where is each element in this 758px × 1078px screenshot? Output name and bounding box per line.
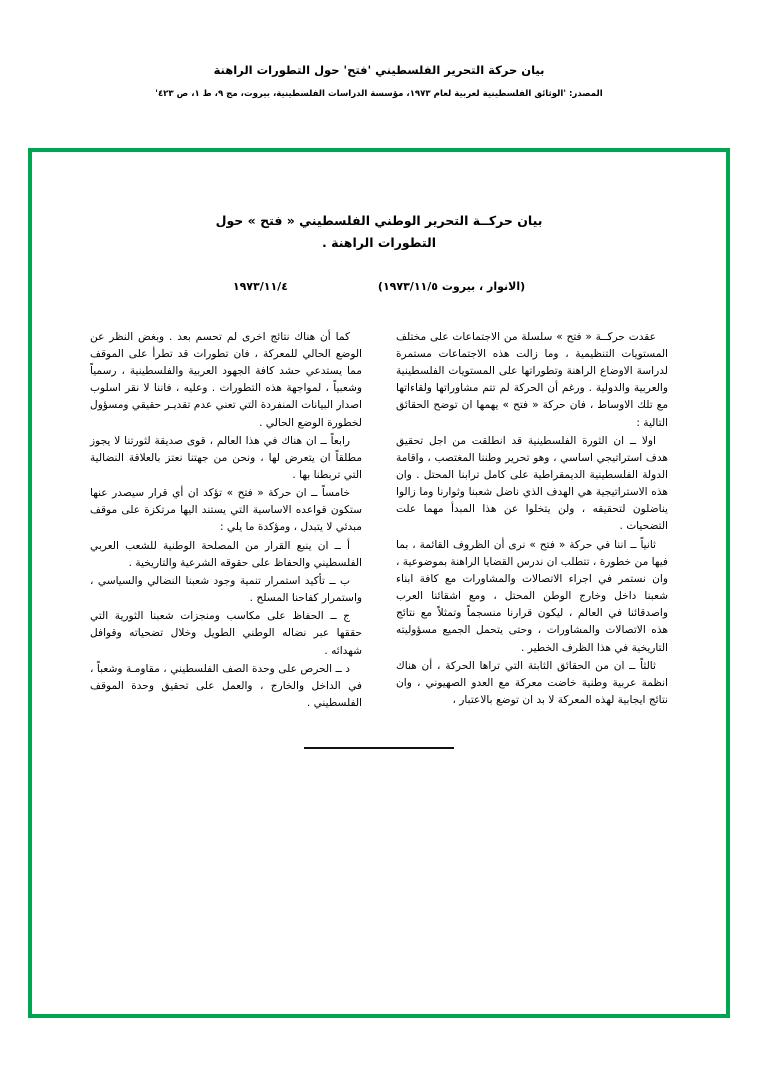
paragraph: عقدت حركــة « فتح » سلسلة من الاجتماعات على مختلف المستويات التنظيمية ، وما زالت هذه الاجتماعات مستمرة لدراسة الاوضاع الراهنة وتطوراتها على المستويات الفلسطينية والعربية والدولية . ورغم أن الحركة لم تتم مشاوراتها ولقاءاتها مع تلك الاوساط ، فان حركة « فتح » يهمها ان توضح الحقائق التالية : bbox=[396, 330, 668, 429]
document-header bbox=[0, 62, 758, 99]
paragraph: رابعاً ــ ان هناك في هذا العالم ، قوى صديقة لثورتنا لا يجوز مطلقاً ان يتعرض لها ، ونحن من جهتنا نعتز بالعلاقة النضالية التي تربطنا بها . bbox=[90, 434, 362, 481]
paragraph: اولا ــ ان الثورة الفلسطينية قد انطلقت من اجل تحقيق هدف استراتيجي اساسي ، وهو تحرير وطننا المغتصب ، واقامة الدولة الفلسطينية الديمقراطية على كامل ترابنا المحتل . وان هذه الاستراتيجية هي الهدف الذي ناضل شعبنا وثوارنا وما زالوا يناضلون لتحقيقه ، ولن يتخلوا عن هذا المبدأ مهما علت التضحيات . bbox=[396, 434, 668, 533]
scanned-document-body bbox=[90, 210, 668, 974]
document-heading-line1: بيان حركــة التحرير الوطني الفلسطيني « فتح » حول bbox=[215, 213, 543, 228]
document-heading-line2: التطورات الراهنة . bbox=[322, 234, 436, 250]
paragraph: ج ــ الحفاظ على مكاسب ومنجزات شعبنا الثورية التي حققها عبر نضاله الوطني الطويل وخلال تضحياته وقوافل شهدائه . bbox=[90, 610, 362, 657]
green-border-frame bbox=[28, 148, 730, 1018]
paragraph: ثانياً ــ اننا في حركة « فتح » نرى أن الظروف القائمة ، بما فيها من خطورة ، تتطلب ان ندرس القضايا الراهنة بموضوعية ، وان نستمر في اجراء الاتصالات والمشاورات مع كافة ابناء شعبنا داخل وخارج الوطن المحتل ، ومع اشقائنا العرب واصدقائنا في العالم ، ليكون قرارنا منسجماً وتمثلاً مع نتائج هذه الاتصالات والمشاورات ، وحتى يتحمل الجميع مسؤوليته التاريخية في هذا الظرف الخطير . bbox=[396, 538, 668, 654]
paragraph: د ــ الحرص على وحدة الصف الفلسطيني ، مقاومـة وشعباً ، في الداخل والخارج ، والعمل على تحقيق وحدة الموقف الفلسطيني . bbox=[90, 662, 362, 710]
paragraph: خامساً ــ ان حركة « فتح » تؤكد ان أي قرار سيصدر عنها ستكون قواعده الاساسية التي يستند اليها مرتكزة على موقف مبدئي لا يتبدل ، ومؤكدة ما يلي : bbox=[90, 487, 362, 534]
source-citation: المصدر: 'الوثائق الفلسطينية لعربية لعام ١٩٧٣، مؤسسة الدراسات الفلسطينية، بيروت، مج ٩، ط ١، ص ٤٢٣' bbox=[155, 89, 603, 100]
horizontal-rule bbox=[304, 747, 454, 749]
paragraph: ب ــ تأكيد استمرار تنمية وجود شعبنا النضالي والسياسي ، واستمرار كفاحنا المسلح . bbox=[90, 574, 362, 605]
frame-inner bbox=[32, 152, 726, 1014]
paragraph: ثالثاً ــ ان من الحقائق الثابتة التي تراها الحركة ، أن هناك انظمة عربية وطنية خاضت معركة مع العدو الصهيوني ، وان نتائج ايجابية لهذه المعركة لا بد ان توضع بالاعتبار ، bbox=[396, 659, 668, 707]
end-rule-wrapper bbox=[90, 713, 668, 749]
end-rule-holder bbox=[240, 713, 517, 749]
text-columns bbox=[90, 329, 668, 713]
column-left bbox=[90, 329, 362, 713]
column-right bbox=[396, 329, 668, 713]
date-left: (الانوار ، بيروت ١٩٧٣/١١/٥) bbox=[377, 279, 526, 293]
document-heading bbox=[148, 210, 610, 254]
date-right: ١٩٧٣/١١/٤ bbox=[232, 279, 288, 293]
paragraph: أ ــ ان ينبع القرار من المصلحة الوطنية للشعب العربي الفلسطيني والحفاظ على حقوقه الشرعية والتاريخية . bbox=[90, 539, 362, 569]
date-row bbox=[90, 280, 668, 293]
paragraph: كما أن هناك نتائج اخرى لم تحسم بعد . وبغض النظر عن الوضع الحالي للمعركة ، فان تطورات قد تطرأ على الموقف مما يستدعي حشد كافة الجهود العربية والفلسطينية ، رسمياً وشعبياً ، لمواجهة هذه التطورات . وعليه ، فاننا لا نقر اسلوب اصدار البيانات المنفردة التي تعني عدم تقديـر حقيقي ومسؤول لخطورة الوضع الحالي . bbox=[90, 330, 362, 429]
page-title: بيان حركة التحرير الفلسطيني 'فتح' حول التطورات الراهنة bbox=[213, 63, 545, 77]
